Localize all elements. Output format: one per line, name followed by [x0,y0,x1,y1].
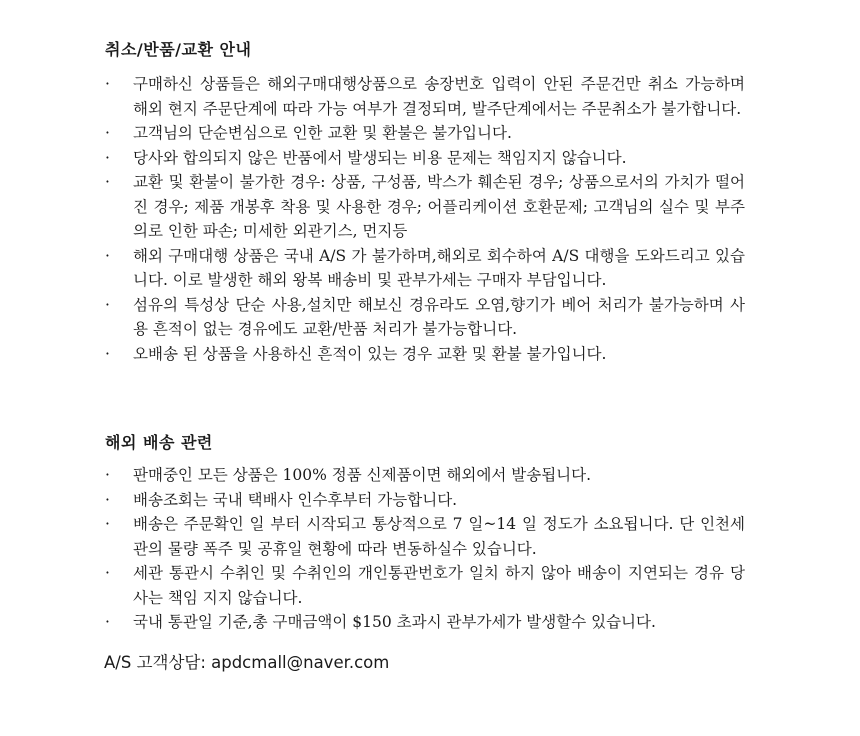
bullet: · [105,246,110,265]
bullet: · [105,75,110,93]
list-item [105,146,745,171]
section-heading-overseas-shipping: 해외 배송 관련 [105,433,213,452]
list-item-text: 배송은 주문확인 일 부터 시작되고 통상적으로 7 일~14 일 정도가 소요됩니다. 단 인천세관의 물량 폭주 및 공휴일 현황에 따라 변동하실수 있습니다. [133,515,745,558]
bullet: · [105,344,110,363]
bullet: · [105,124,110,142]
list-item [105,463,745,488]
list-item-text: 배송조회는 국내 택배사 인수후부터 가능합니다. [133,490,458,509]
list-item [105,512,745,561]
list-item-text: 교환 및 환불이 불가한 경우: 상품, 구성품, 박스가 훼손된 경우; 상품으로서의 가치가 떨어진 경우; 제품 개봉후 착용 및 사용한 경우; 어플리케이션 호환문제; 고객님의 실수 및 부주의로 인한 파손; 미세한 외관기스, 먼지등 [133,173,745,240]
list-item [105,121,745,146]
list-item [105,342,745,367]
bullet: · [105,295,110,314]
as-contact-line: A/S 고객상담: apdcmall@naver.com [104,653,390,672]
bullet: · [105,466,110,484]
bullet: · [105,173,110,191]
list-item-text: 해외 구매대행 상품은 국내 A/S 가 불가하며,해외로 회수하여 A/S 대행을 도와드리고 있습니다. 이로 발생한 해외 왕복 배송비 및 관부가세는 구매자 부담입니다. [133,246,745,289]
list-item-text: 고객님의 단순변심으로 인한 교환 및 환불은 불가입니다. [133,124,512,142]
bullet: · [105,613,110,631]
list-item-text: 섬유의 특성상 단순 사용,설치만 해보신 경유라도 오염,향기가 베어 처리가 불가능하며 사용 흔적이 없는 경유에도 교환/반품 처리가 불가능합니다. [133,295,745,338]
list-item [105,72,745,121]
section-heading-cancel-return: 취소/반품/교환 안내 [105,40,252,59]
list-item [105,488,745,513]
bullet: · [105,490,110,509]
list-item-text: 판매중인 모든 상품은 100% 정품 신제품이면 해외에서 발송됩니다. [133,466,592,484]
list-item-text: 국내 통관일 기준,총 구매금액이 $150 초과시 관부가세가 발생할수 있습니다. [133,613,656,631]
list-item-text: 오배송 된 상품을 사용하신 흔적이 있는 경우 교환 및 환불 불가입니다. [133,344,607,363]
bullet: · [105,515,110,533]
list-item [105,170,745,244]
list-item [105,244,745,293]
list-item-text: 구매하신 상품들은 해외구매대행상품으로 송장번호 입력이 안된 주문건만 취소 가능하며 해외 현지 주문단계에 따라 가능 여부가 결정되며, 발주단계에서는 주문취소가 불가합니다. [133,75,745,118]
list-item [105,293,745,342]
overseas-shipping-list [105,463,745,635]
cancel-return-list [105,72,745,366]
bullet: · [105,148,110,167]
list-item [105,561,745,610]
list-item [105,610,745,635]
list-item-text: 당사와 합의되지 않은 반품에서 발생되는 비용 문제는 책임지지 않습니다. [133,148,627,167]
list-item-text: 세관 통관시 수취인 및 수취인의 개인통관번호가 일치 하지 않아 배송이 지연되는 경유 당사는 책임 지지 않습니다. [133,564,745,607]
bullet: · [105,564,110,582]
